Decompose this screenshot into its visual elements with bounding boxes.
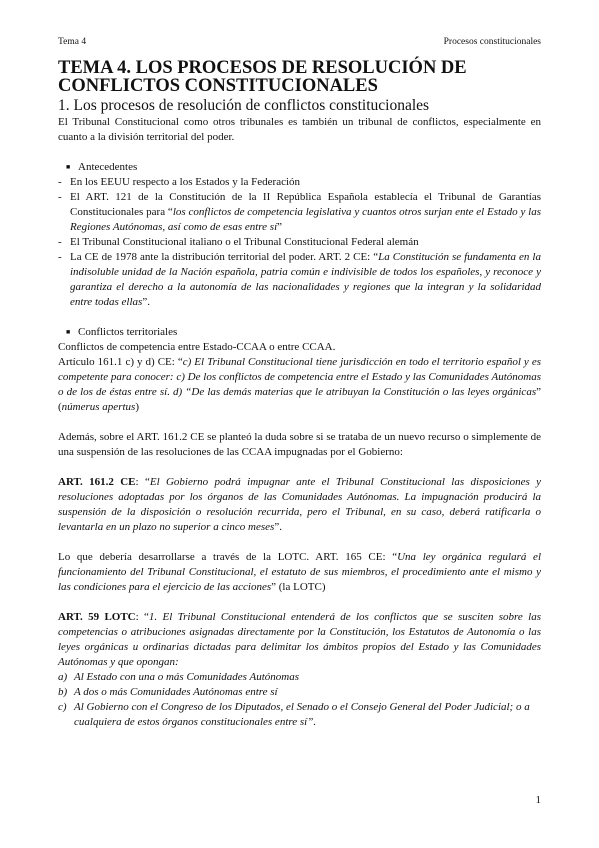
list-item-text: La CE de 1978 ante la distribución territorial del poder. ART. 2 CE: “La Constitución se fundamenta en la indisoluble unidad de la Nación española, patria común e indivisible de todos los españoles, y reconoce y garantiza el derecho a la autonomía de las nacionalidades y regiones que la integran y la solidaridad entre todas ellas”. [70, 251, 541, 308]
list-item-text: En los EEUU respecto a los Estados y la Federación [70, 176, 301, 188]
section-heading: 1. Los procesos de resolución de conflictos constitucionales [58, 97, 430, 114]
list-item [58, 685, 541, 700]
ademas-paragraph: Además, sobre el ART. 161.2 CE se planteó la duda sobre si se trataba de un nuevo recurso o simplemente de una suspensión de las resoluciones de las CCAA impugnadas por el Gobierno: [58, 431, 541, 458]
page-number: 1 [535, 794, 541, 806]
conflictos-line: Conflictos de competencia entre Estado-CCAA o entre CCAA. [58, 341, 336, 353]
list-item-text: Al Estado con una o más Comunidades Autónomas [74, 671, 299, 683]
list-item [58, 235, 541, 250]
list-item [58, 670, 541, 685]
bullet-icon: ■ [66, 328, 71, 336]
bullet-icon: ■ [66, 163, 71, 171]
list-item [58, 190, 541, 235]
dash-icon: - [58, 176, 62, 188]
bullet-antecedentes [66, 160, 541, 175]
bullet-label: Conflictos territoriales [78, 326, 178, 338]
page-header [58, 36, 541, 48]
intro-paragraph: El Tribunal Constitucional como otros tribunales es también un tribunal de conflictos, especialmente en cuanto a la división territorial del poder. [58, 116, 541, 143]
art-161-2-paragraph: ART. 161.2 CE: “El Gobierno podrá impugnar ante el Tribunal Constitucional las disposiciones y resoluciones adoptadas por los órganos de las Comunidades Autónomas. La impugnación producirá la suspensión de la disposición o resolución recurrida, pero el Tribunal, en su caso, deberá ratificarla o levantarla en un plazo no superior a cinco meses”. [58, 476, 541, 533]
list-item [58, 250, 541, 310]
list-item-text: A dos o más Comunidades Autónomas entre sí [74, 686, 278, 698]
list-item-text: El ART. 121 de la Constitución de la II República Española establecía el Tribunal de Garantías Constitucionales para “los conflictos de competencia legislativa y cuantos otros surjan ente el Estado y las Regiones Autónomas, así como de esas entre sí” [70, 191, 541, 233]
list-marker: c) [58, 701, 67, 713]
list-item [58, 700, 541, 730]
document-title: TEMA 4. LOS PROCESOS DE RESOLUCIÓN DE CONFLICTOS CONSTITUCIONALES [58, 58, 467, 96]
header-left: Tema 4 [58, 37, 87, 47]
articulo-161-paragraph: Artículo 161.1 c) y d) CE: “c) El Tribunal Constitucional tiene jurisdicción en todo el territorio español y es competente para conocer: c) De los conflictos de competencia entre el Estado y las Comunidades Autónomas o de los de éstas entre sí. d) “De las demás materias que le atribuyan la Constitución o las leyes orgánicas” (númerus apertus) [58, 356, 541, 413]
list-item-text: Al Gobierno con el Congreso de los Diputados, el Senado o el Consejo General del Poder Judicial; o a cualquiera de estos órganos constitucionales entre sí”. [74, 701, 530, 728]
lotc-paragraph: Lo que debería desarrollarse a través de la LOTC. ART. 165 CE: “Una ley orgánica regulará el funcionamiento del Tribunal Constitucional, el estatuto de sus miembros, el procedimiento ante el mismo y las condiciones para el ejercicio de las acciones” (la LOTC) [58, 551, 541, 593]
dash-icon: - [58, 251, 62, 263]
dash-icon: - [58, 236, 62, 248]
dash-icon: - [58, 191, 62, 203]
list-item-text: El Tribunal Constitucional italiano o el Tribunal Constitucional Federal alemán [70, 236, 419, 248]
header-right: Procesos constitucionales [443, 37, 541, 47]
list-marker: a) [58, 671, 68, 683]
bullet-conflictos [66, 325, 541, 340]
list-marker: b) [58, 686, 68, 698]
art-59-paragraph: ART. 59 LOTC: “1. El Tribunal Constitucional entenderá de los conflictos que se susciten sobre las competencias o atribuciones asignadas directamente por la Constitución, los Estatutos de Autonomía o las leyes orgánicas u ordinarias dictadas para delimitar los ámbitos propios del Estado y las Comunidades Autónomas y que opongan: [58, 611, 541, 668]
bullet-label: Antecedentes [78, 161, 138, 173]
list-item [58, 175, 541, 190]
